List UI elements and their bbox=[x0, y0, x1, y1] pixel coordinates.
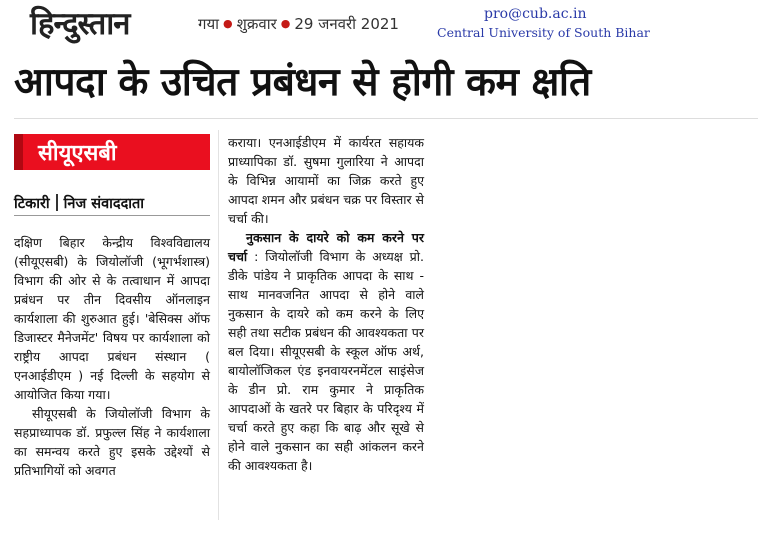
paragraph-4-text: : जियोलॉजी विभाग के अध्यक्ष प्रो. डीके पांडेय ने प्राकृतिक आपदा के साथ - साथ मानवजनित आपदा से होने वाले नुकसान के दायरे को कम करने के लिए सही तथा सटीक प्रबंधन की आवश्यकता पर बल दिया। सीयूएसबी के स्कूल ऑफ अर्थ, बायोलॉजिकल एंड इनवायरनमेंटल साइंसेज के डीन प्रो. राम कुमार ने प्राकृतिक आपदाओं के खतरे पर बिहार के परिदृश्य में चर्चा करते हुए कहा कि बाढ़ और सूखे से होने वाले नुकसान का सही आंकलन करने की आवश्यकता है। bbox=[228, 249, 424, 473]
article-headline: आपदा के उचित प्रबंधन से होगी कम क्षति bbox=[14, 60, 591, 105]
contact-email: pro@cub.ac.in bbox=[484, 6, 587, 22]
bullet-icon: ● bbox=[223, 17, 233, 30]
bullet-icon: ● bbox=[280, 17, 291, 30]
section-tag bbox=[14, 134, 210, 170]
newspaper-masthead: हिन्दुस्तान bbox=[30, 6, 130, 42]
headline-divider bbox=[14, 118, 758, 119]
byline-reporter: निज संवाददाता bbox=[63, 196, 145, 212]
byline-separator bbox=[56, 194, 58, 211]
article-column-2 bbox=[228, 133, 424, 475]
byline-divider bbox=[14, 215, 210, 216]
dateline bbox=[198, 14, 399, 34]
byline-place: टिकारी bbox=[14, 196, 50, 212]
subheading: नुकसान के दायरे को कम करने पर चर्चा bbox=[228, 230, 424, 264]
paragraph-3: कराया। एनआईडीएम में कार्यरत सहायक प्राध्यापिका डॉ. सुषमा गुलारिया ने आपदा के विभिन्न आयामों का जिक्र करते हुए आपदा शमन और प्रबंधन चक्र पर विस्तार से चर्चा की। bbox=[228, 135, 424, 226]
city-label: गया bbox=[198, 15, 220, 33]
section-tag-label: सीयूएसबी bbox=[38, 141, 117, 166]
byline bbox=[14, 193, 144, 213]
date-label: 29 जनवरी 2021 bbox=[294, 15, 399, 33]
paragraph-4 bbox=[228, 228, 424, 475]
paragraph-1: दक्षिण बिहार केन्द्रीय विश्वविद्यालय (सीयूएसबी) के जियोलॉजी (भूगर्भशास्त्र) विभाग की ओर से के तत्वाधान में आपदा प्रबंधन पर तीन दिवसीय ऑनलाइन कार्यशाला की शुरुआत हुई। 'बेसिक्स ऑफ डिजास्टर मैनेजमेंट' विषय पर कार्यशाला को राष्ट्रीय आपदा प्रबंधन संस्थान ( एनआईडीएम ) नई दिल्ली के सहयोग से आयोजित किया गया। bbox=[14, 235, 210, 402]
day-label: शुक्रवार bbox=[236, 15, 277, 33]
university-name: Central University of South Bihar bbox=[437, 25, 650, 40]
column-divider bbox=[218, 130, 219, 520]
section-tag-bar bbox=[14, 134, 23, 170]
paragraph-2: सीयूएसबी के जियोलॉजी विभाग के सहप्राध्यापक डॉ. प्रफुल्ल सिंह ने कार्यशाला का समन्वय करते हुए इसके उद्देश्यों से प्रतिभागियों को अवगत bbox=[14, 406, 210, 478]
article-column-1 bbox=[14, 233, 210, 480]
